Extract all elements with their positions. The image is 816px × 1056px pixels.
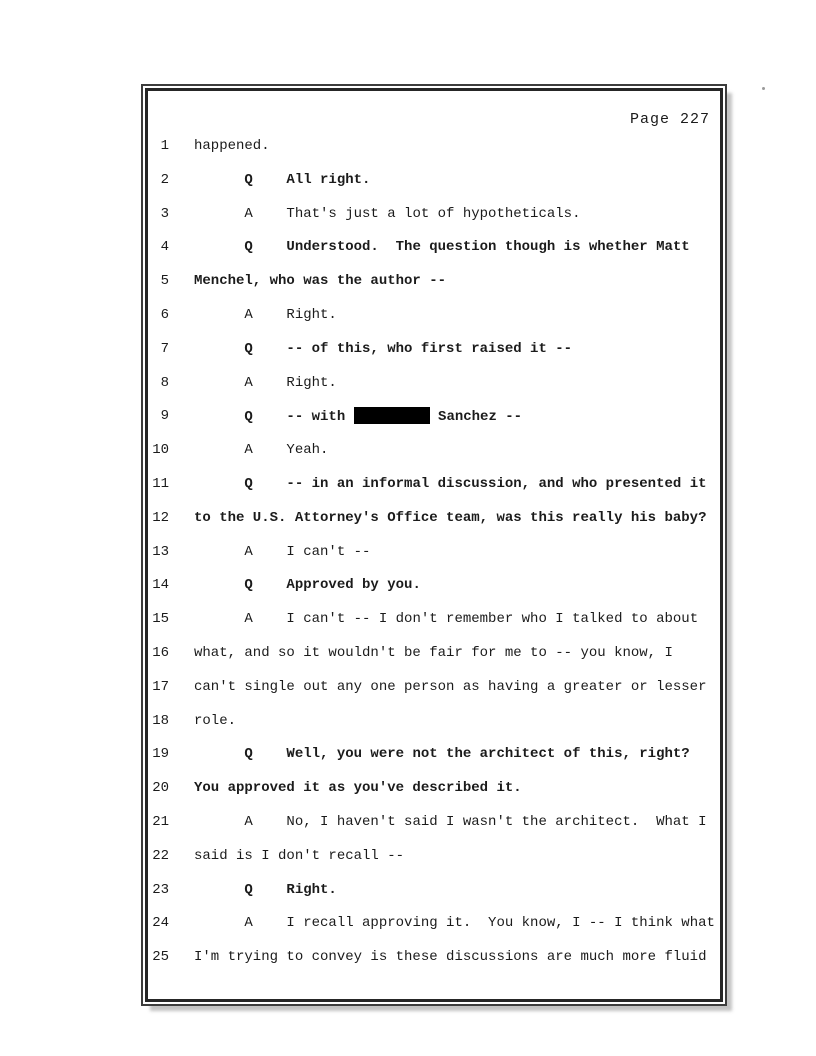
line-text: happened. xyxy=(194,138,270,154)
transcript-line xyxy=(148,171,720,205)
transcript-line xyxy=(148,509,720,543)
line-number: 23 xyxy=(152,881,169,898)
line-text: A Right. xyxy=(194,306,337,323)
transcript-line xyxy=(148,610,720,644)
transcript-line xyxy=(148,272,720,306)
line-number: 8 xyxy=(160,374,169,391)
line-number: 24 xyxy=(152,915,169,932)
line-number: 4 xyxy=(160,239,169,256)
line-text: A I can't -- I don't remember who I talked to about xyxy=(194,611,699,628)
line-text: to the U.S. Attorney's Office team, was this really his baby? xyxy=(194,509,707,526)
line-number: 6 xyxy=(160,306,169,323)
transcript-line xyxy=(148,881,720,915)
transcript-line xyxy=(148,475,720,509)
transcript-line xyxy=(148,306,720,340)
line-text: Q -- of this, who first raised it -- xyxy=(194,340,573,357)
line-number: 3 xyxy=(160,205,169,222)
transcript-page-frame xyxy=(141,84,727,1006)
line-text: A Yeah. xyxy=(194,442,329,459)
transcript-line xyxy=(148,813,720,847)
transcript-line xyxy=(148,644,720,678)
line-number: 21 xyxy=(152,813,169,830)
line-text: Menchel, who was the author -- xyxy=(194,273,447,290)
line-number: 14 xyxy=(152,577,169,594)
line-text: Q Right. xyxy=(194,881,337,898)
line-number: 7 xyxy=(160,340,169,357)
transcript-lines xyxy=(148,137,720,982)
line-number: 12 xyxy=(152,509,169,526)
transcript-line xyxy=(148,340,720,374)
line-number: 22 xyxy=(152,847,169,864)
line-text: said is I don't recall -- xyxy=(194,847,405,864)
transcript-line xyxy=(148,948,720,982)
transcript-line xyxy=(148,543,720,577)
scan-speck xyxy=(762,87,765,90)
transcript-line xyxy=(148,441,720,475)
line-text: A I recall approving it. You know, I -- I think what xyxy=(194,915,715,932)
line-number: 17 xyxy=(152,678,169,695)
line-number: 16 xyxy=(152,644,169,661)
line-text: Q All right. xyxy=(194,171,371,188)
transcript-line xyxy=(148,407,720,441)
line-text: You approved it as you've described it. xyxy=(194,780,522,797)
line-text: can't single out any one person as having a greater or lesser xyxy=(194,678,707,695)
line-number: 10 xyxy=(152,442,169,459)
redaction-box xyxy=(354,407,430,424)
line-number: 25 xyxy=(152,949,169,966)
page-number-header: Page 227 xyxy=(629,111,710,128)
transcript-line xyxy=(148,745,720,779)
transcript-line xyxy=(148,374,720,408)
line-text: A I can't -- xyxy=(194,543,371,560)
line-text: Q -- with Sanchez -- xyxy=(194,409,523,426)
line-text: I'm trying to convey is these discussions are much more fluid xyxy=(194,949,707,966)
line-text: role. xyxy=(194,712,237,729)
line-number: 2 xyxy=(160,171,169,188)
transcript-line xyxy=(148,847,720,881)
transcript-line xyxy=(148,712,720,746)
transcript-line xyxy=(148,678,720,712)
line-text: Q Well, you were not the architect of this, right? xyxy=(194,746,690,763)
line-text: Q -- in an informal discussion, and who presented it xyxy=(194,475,707,492)
line-text: A No, I haven't said I wasn't the architect. What I xyxy=(194,813,707,830)
transcript-line xyxy=(148,205,720,239)
line-text: Q Approved by you. xyxy=(194,577,421,594)
transcript-line xyxy=(148,914,720,948)
line-number: 9 xyxy=(160,408,169,425)
line-number: 13 xyxy=(152,543,169,560)
transcript-line xyxy=(148,238,720,272)
line-number: 20 xyxy=(152,780,169,797)
line-number: 18 xyxy=(152,712,169,729)
line-text: what, and so it wouldn't be fair for me to -- you know, I xyxy=(194,644,673,661)
transcript-line xyxy=(148,576,720,610)
line-number: 15 xyxy=(152,611,169,628)
transcript-page-inner-border xyxy=(145,88,723,1002)
line-text: A That's just a lot of hypotheticals. xyxy=(194,205,581,222)
line-number: 19 xyxy=(152,746,169,763)
line-text: Q Understood. The question though is whether Matt xyxy=(194,239,690,256)
transcript-line xyxy=(148,779,720,813)
line-number: 11 xyxy=(152,475,169,492)
transcript-line xyxy=(148,137,720,171)
line-text: A Right. xyxy=(194,374,337,391)
line-number: 5 xyxy=(160,273,169,290)
line-number: 1 xyxy=(160,138,169,154)
